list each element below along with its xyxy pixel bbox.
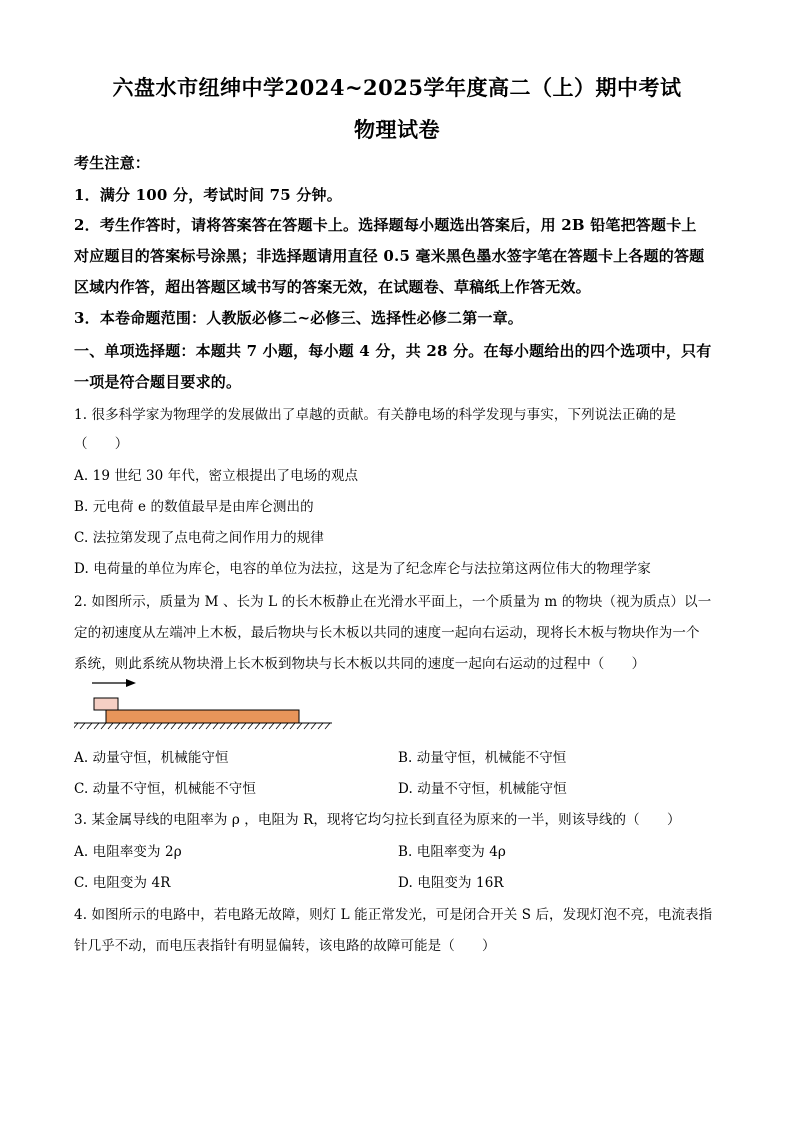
notice-line-4: 区域内作答，超出答题区域书写的答案无效，在试题卷、草稿纸上作答无效。 (74, 278, 591, 296)
exam-subtitle: 物理试卷 (354, 117, 440, 142)
q4-stem-line-2: 针几乎不动，而电压表指针有明显偏转，该电路的故障可能是（ ） (74, 938, 496, 954)
q1-option-d: D. 电荷量的单位为库仑，电容的单位为法拉，这是为了纪念库仑与法拉第这两位伟大的物理学家 (74, 561, 651, 577)
q1-option-c: C. 法拉第发现了点电荷之间作用力的规律 (74, 530, 324, 546)
ground-hatching (74, 723, 330, 729)
q2-option-c: C. 动量不守恒，机械能不守恒 (74, 781, 256, 797)
exam-title: 六盘水市纽绅中学2024~2025学年度高二（上）期中考试 (112, 75, 682, 100)
q2-stem-line-2: 定的初速度从左端冲上木板，最后物块与长木板以共同的速度一起向右运动，现将长木板与物块作为一个 (74, 625, 700, 641)
q3-option-d: D. 电阻变为 16R (398, 875, 504, 891)
q2-option-b: B. 动量守恒，机械能不守恒 (398, 750, 567, 766)
velocity-arrow (92, 679, 136, 687)
q3-option-a: A. 电阻率变为 2ρ (74, 844, 182, 860)
q3-stem-line-1: 3. 某金属导线的电阻率为 ρ ，电阻为 R，现将它均匀拉长到直径为原来的一半，则该导线的（ ） (74, 812, 681, 828)
notice-heading: 考生注意： (74, 154, 151, 172)
section-heading-line-2: 一项是符合题目要求的。 (74, 373, 242, 391)
notice-line-2: 2．考生作答时，请将答案答在答题卡上。选择题每小题选出答案后，用 2B 铅笔把答题卡上 (74, 216, 697, 234)
q2-stem-line-3: 系统，则此系统从物块滑上长木板到物块与长木板以共同的速度一起向右运动的过程中（ ） (74, 656, 646, 672)
block (94, 698, 118, 710)
notice-line-3: 对应题目的答案标号涂黑；非选择题请用直径 0.5 毫米黑色墨水签字笔在答题卡上各题的答题 (74, 247, 705, 265)
long-board (106, 710, 299, 723)
q3-option-b: B. 电阻率变为 4ρ (398, 844, 506, 860)
notice-line-5: 3．本卷命题范围：人教版必修二~必修三、选择性必修二第一章。 (74, 309, 524, 327)
q2-option-d: D. 动量不守恒，机械能守恒 (398, 781, 567, 797)
q3-option-c: C. 电阻变为 4R (74, 875, 171, 891)
board-block-figure (74, 674, 336, 730)
section-heading-line-1: 一、单项选择题：本题共 7 小题，每小题 4 分，共 28 分。在每小题给出的四个选项中，只有 (74, 342, 712, 360)
q1-stem-line-1: 1. 很多科学家为物理学的发展做出了卓越的贡献。有关静电场的科学发现与事实，下列说法正确的是 (74, 407, 677, 423)
notice-line-1: 1．满分 100 分，考试时间 75 分钟。 (74, 186, 342, 204)
q2-stem-line-1: 2. 如图所示，质量为 M 、长为 L 的长木板静止在光滑水平面上，一个质量为 m 的物块（视为质点）以一 (74, 594, 712, 610)
q4-stem-line-1: 4. 如图所示的电路中，若电路无故障，则灯 L 能正常发光，可是闭合开关 S 后，发现灯泡不亮，电流表指 (74, 907, 713, 923)
q1-option-a: A. 19 世纪 30 年代，密立根提出了电场的观点 (74, 468, 359, 484)
q2-option-a: A. 动量守恒，机械能守恒 (74, 750, 229, 766)
q1-option-b: B. 元电荷 e 的数值最早是由库仑测出的 (74, 499, 314, 515)
q1-stem-line-2: （ ） (74, 436, 129, 452)
